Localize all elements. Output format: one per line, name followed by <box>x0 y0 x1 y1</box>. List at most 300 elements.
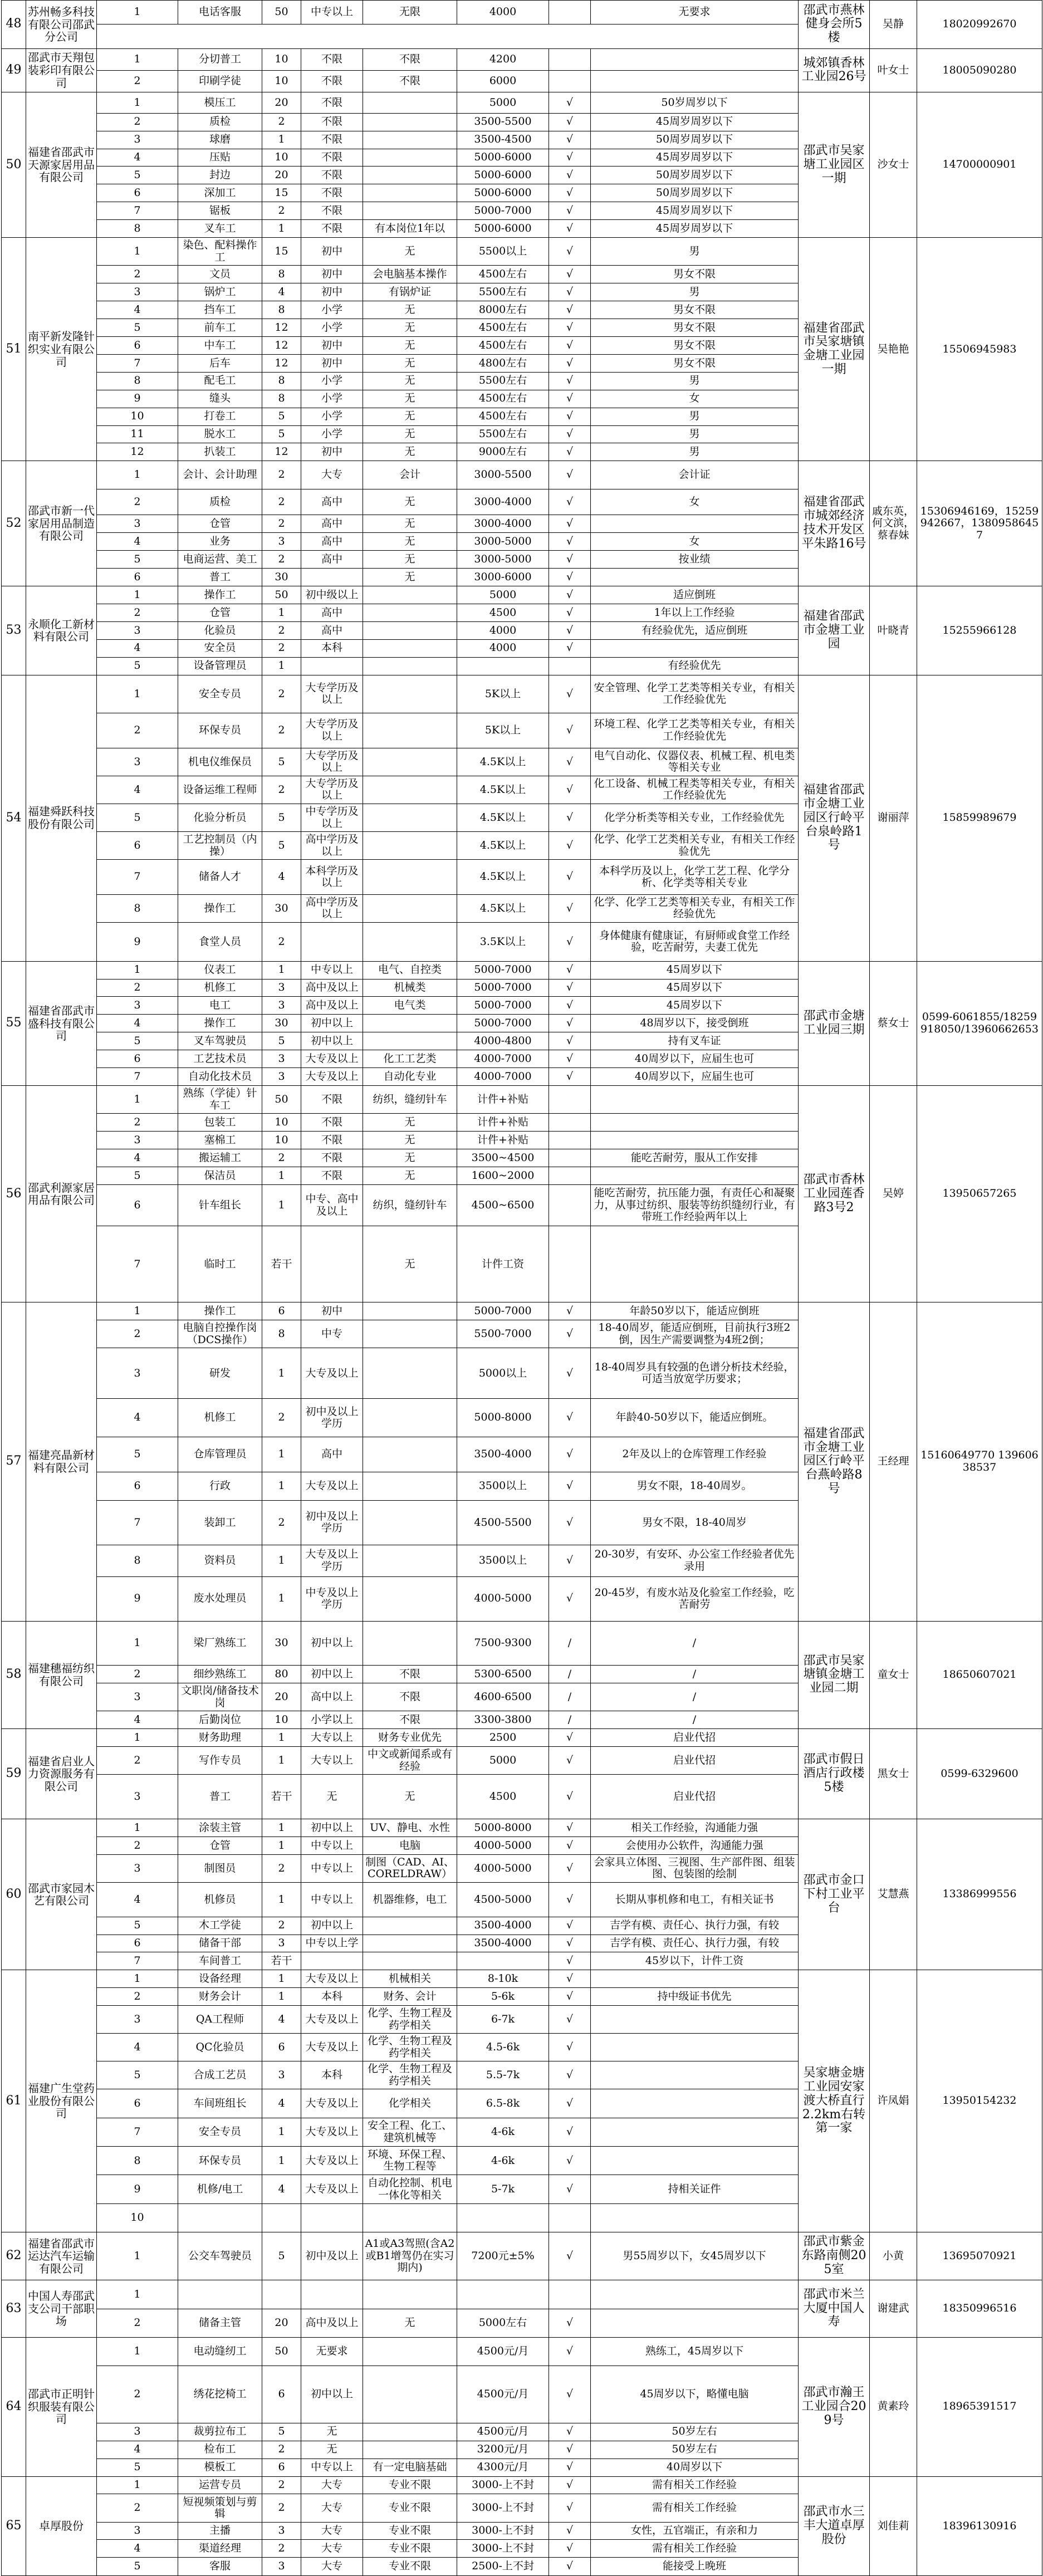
salary-cell: 计件+补贴 <box>457 1086 549 1114</box>
job-title-cell: 设备经理 <box>178 1970 262 1988</box>
contact-person-cell: 小黄 <box>870 2232 917 2280</box>
salary-cell <box>457 2203 549 2232</box>
company-name-cell: 卓厚股份 <box>26 2476 97 2575</box>
contact-person-cell: 沙女士 <box>870 92 917 238</box>
company-name-cell: 中国人寿邵武支公司干部职场 <box>26 2280 97 2338</box>
headcount-cell: 8 <box>262 390 301 408</box>
contact-person-cell: 许凤娟 <box>870 1970 917 2232</box>
headcount-cell: 20 <box>262 2309 301 2337</box>
major-requirement-cell: 不限 <box>363 1683 457 1711</box>
job-title-cell: 电工 <box>178 997 262 1015</box>
major-requirement-cell: 专业不限 <box>363 2476 457 2494</box>
contact-person-cell: 蔡女士 <box>870 961 917 1085</box>
education-cell: 本科 <box>301 639 363 657</box>
job-index-cell: 5 <box>97 551 178 569</box>
major-requirement-cell <box>363 604 457 621</box>
job-title-cell: 电动缝纫工 <box>178 2337 262 2366</box>
headcount-cell: 5 <box>262 425 301 443</box>
headcount-cell: 50 <box>262 1086 301 1114</box>
headcount-cell: 3 <box>262 1935 301 1952</box>
headcount-cell: 4 <box>262 2175 301 2203</box>
education-cell: 不限 <box>301 1132 363 1149</box>
education-cell: 不限 <box>301 113 363 131</box>
insurance-mark-cell: / <box>549 1666 591 1683</box>
contact-phone-cell: 13386999556 <box>917 1819 1042 1970</box>
salary-cell: 4500 <box>457 604 549 621</box>
major-requirement-cell: 无 <box>363 372 457 390</box>
headcount-cell: 10 <box>262 1132 301 1149</box>
education-cell: 大专及以上 <box>301 2006 363 2034</box>
headcount-cell: 2 <box>262 639 301 657</box>
work-address-cell: 邵武市金塘工业园三期 <box>799 961 870 1085</box>
education-cell: 高中 <box>301 489 363 515</box>
salary-cell: 4000-7000 <box>457 1050 549 1068</box>
salary-cell <box>457 1952 549 1970</box>
major-requirement-cell: 无 <box>363 515 457 533</box>
job-title-cell: 电话客服 <box>178 1 262 25</box>
insurance-mark-cell <box>549 1132 591 1149</box>
headcount-cell: 2 <box>262 2441 301 2459</box>
major-requirement-cell <box>363 1320 457 1348</box>
salary-cell: 3500-4000 <box>457 1437 549 1472</box>
job-requirements-cell <box>591 1114 799 1132</box>
row-number-cell: 61 <box>2 1970 26 2232</box>
salary-cell: 5000-7000 <box>457 1015 549 1032</box>
major-requirement-cell: 无 <box>363 533 457 551</box>
row-number-cell: 55 <box>2 961 26 1085</box>
salary-cell: 4000-7000 <box>457 1068 549 1086</box>
education-cell: 中专以上学 <box>301 1935 363 1952</box>
major-requirement-cell <box>363 923 457 962</box>
job-title-cell: 仓管 <box>178 604 262 621</box>
education-cell: 大专及以上 <box>301 1472 363 1500</box>
salary-cell: 3000-6000 <box>457 569 549 586</box>
job-title-cell: 操作工 <box>178 586 262 604</box>
education-cell: 不限 <box>301 220 363 238</box>
job-requirements-cell <box>591 2280 799 2309</box>
education-cell: 初中以上 <box>301 1819 363 1837</box>
education-cell: 初中 <box>301 283 363 301</box>
insurance-mark-cell: √ <box>549 2089 591 2118</box>
job-index-cell: 7 <box>97 1952 178 1970</box>
insurance-mark-cell: √ <box>549 2309 591 2337</box>
headcount-cell: 5 <box>262 408 301 425</box>
major-requirement-cell: 环境、环保工程、生物工程等 <box>363 2147 457 2175</box>
salary-cell: 3000-上不封 <box>457 2540 549 2558</box>
company-name-cell: 福建省邵武市盛科技有限公司 <box>26 961 97 1085</box>
headcount-cell: 30 <box>262 1621 301 1666</box>
headcount-cell: 6 <box>262 1302 301 1320</box>
insurance-mark-cell: √ <box>549 860 591 895</box>
headcount-cell: 3 <box>262 2558 301 2576</box>
education-cell: 大专及以上 <box>301 1050 363 1068</box>
insurance-mark-cell: √ <box>549 1437 591 1472</box>
job-title-cell: 模板工 <box>178 2459 262 2476</box>
education-cell: 初中以上 <box>301 1015 363 1032</box>
job-requirements-cell: 需有相关工作经验 <box>591 2476 799 2494</box>
major-requirement-cell: 无 <box>363 354 457 372</box>
major-requirement-cell <box>363 1399 457 1437</box>
job-requirements-cell: / <box>591 1621 799 1666</box>
job-requirements-cell: 会计证 <box>591 461 799 489</box>
job-requirements-cell <box>591 2006 799 2034</box>
education-cell <box>301 1952 363 1970</box>
job-title-cell: 财务助理 <box>178 1729 262 1747</box>
education-cell: 不限 <box>301 1149 363 1167</box>
salary-cell: 4000-5000 <box>457 1837 549 1855</box>
job-requirements-cell: 化学分析类等相关专业，工作经验优先 <box>591 804 799 831</box>
job-requirements-cell: 45周岁以下 <box>591 979 799 997</box>
major-requirement-cell <box>363 586 457 604</box>
company-name-cell: 福建省邵武市运达汽车运输有限公司 <box>26 2232 97 2280</box>
job-index-cell: 11 <box>97 425 178 443</box>
salary-cell: 4800左右 <box>457 354 549 372</box>
headcount-cell: 1 <box>262 1437 301 1472</box>
job-requirements-cell: 男 <box>591 443 799 461</box>
insurance-mark-cell: √ <box>549 2034 591 2061</box>
contact-phone-cell: 18005090280 <box>917 48 1042 92</box>
major-requirement-cell <box>363 2441 457 2459</box>
job-requirements-cell: 年龄40-50岁以下，能适应倒班。 <box>591 1399 799 1437</box>
job-requirements-cell: 启业代招 <box>591 1747 799 1775</box>
company-name-cell: 永顺化工新材料有限公司 <box>26 586 97 675</box>
education-cell: 小学 <box>301 301 363 319</box>
job-index-cell: 6 <box>97 336 178 354</box>
major-requirement-cell <box>363 1500 457 1545</box>
salary-cell: 4200 <box>457 48 549 70</box>
job-index-cell: 5 <box>97 1437 178 1472</box>
job-requirements-cell: 需有相关工作经验 <box>591 2494 799 2522</box>
work-address-cell: 福建省邵武市金塘工业园区行岭平台燕岭路8号 <box>799 1302 870 1621</box>
job-requirements-cell: 40周岁以下，应届生也可 <box>591 1050 799 1068</box>
job-index-cell: 2 <box>97 1666 178 1683</box>
major-requirement-cell <box>363 1917 457 1935</box>
company-name-cell: 福建省启业人力资源服务有限公司 <box>26 1729 97 1819</box>
insurance-mark-cell: √ <box>549 283 591 301</box>
job-requirements-cell <box>591 1167 799 1184</box>
job-index-cell: 3 <box>97 1132 178 1149</box>
job-requirements-cell: 45周岁周岁以下 <box>591 149 799 166</box>
major-requirement-cell: 无 <box>363 489 457 515</box>
major-requirement-cell: 中文或新闻系或有经验 <box>363 1747 457 1775</box>
job-index-cell: 4 <box>97 533 178 551</box>
job-index-cell: 7 <box>97 1226 178 1302</box>
job-index-cell: 1 <box>97 1086 178 1114</box>
insurance-mark-cell: √ <box>549 2494 591 2522</box>
insurance-mark-cell: √ <box>549 336 591 354</box>
headcount-cell: 50 <box>262 1 301 25</box>
job-requirements-cell: 化工设备、机械工程类等相关专业，有相关工作经验优先 <box>591 776 799 804</box>
education-cell: 中专以上 <box>301 1883 363 1917</box>
headcount-cell: 3 <box>262 1050 301 1068</box>
major-requirement-cell <box>363 1348 457 1399</box>
salary-cell: 5000-6000 <box>457 184 549 202</box>
insurance-mark-cell: √ <box>549 425 591 443</box>
insurance-mark-cell: √ <box>549 149 591 166</box>
insurance-mark-cell: √ <box>549 748 591 776</box>
insurance-mark-cell <box>549 48 591 70</box>
education-cell: 不限 <box>301 184 363 202</box>
salary-cell: 3000-上不封 <box>457 2476 549 2494</box>
job-title-cell: 绣花挖椅工 <box>178 2366 262 2423</box>
job-requirements-cell: 18-40周岁，能适应倒班，目前执行3班2倒，因生产需要调整为4班2倒； <box>591 1320 799 1348</box>
row-number-cell: 49 <box>2 48 26 92</box>
job-index-cell: 4 <box>97 776 178 804</box>
job-title-cell: 安全专员 <box>178 2118 262 2146</box>
insurance-mark-cell: √ <box>549 461 591 489</box>
table-row <box>2 1302 1042 1320</box>
job-listings-table <box>1 0 1042 2576</box>
job-title-cell: 主播 <box>178 2522 262 2540</box>
job-requirements-cell <box>591 2203 799 2232</box>
job-index-cell: 7 <box>97 2118 178 2146</box>
insurance-mark-cell: √ <box>549 354 591 372</box>
job-index-cell: 4 <box>97 639 178 657</box>
row-number-cell: 63 <box>2 2280 26 2338</box>
job-requirements-cell: 男55周岁以下，女45周岁以下 <box>591 2232 799 2280</box>
job-title-cell: 挡车工 <box>178 301 262 319</box>
major-requirement-cell: 不限 <box>363 1711 457 1729</box>
job-index-cell: 9 <box>97 1576 178 1621</box>
insurance-mark-cell: √ <box>549 202 591 220</box>
table-row <box>2 238 1042 266</box>
salary-cell: 4000 <box>457 1 549 25</box>
insurance-mark-cell: √ <box>549 639 591 657</box>
insurance-mark-cell: √ <box>549 621 591 639</box>
salary-cell: 4500~6500 <box>457 1184 549 1226</box>
job-index-cell: 4 <box>97 1711 178 1729</box>
job-title-cell: QC化验员 <box>178 2034 262 2061</box>
job-title-cell: 电脑自控操作岗（DCS操作） <box>178 1320 262 1348</box>
headcount-cell: 1 <box>262 1837 301 1855</box>
education-cell: 高中学历及以上 <box>301 894 363 922</box>
contact-phone-cell: 15255966128 <box>917 586 1042 675</box>
job-requirements-cell <box>591 639 799 657</box>
headcount-cell: 30 <box>262 1015 301 1032</box>
job-index-cell: 5 <box>97 1917 178 1935</box>
work-address-cell: 福建省邵武市城郊经济技术开发区平朱路16号 <box>799 461 870 586</box>
major-requirement-cell: 不限 <box>363 1666 457 1683</box>
job-requirements-cell <box>591 1226 799 1302</box>
major-requirement-cell <box>363 166 457 184</box>
job-title-cell: 客服 <box>178 2558 262 2576</box>
education-cell: 小学 <box>301 425 363 443</box>
major-requirement-cell: 专业不限 <box>363 2522 457 2540</box>
job-requirements-cell: 会家具立体图、三视图、生产部件图、组装图、包装图的绘制 <box>591 1854 799 1882</box>
job-title-cell: 研发 <box>178 1348 262 1399</box>
major-requirement-cell: 化学、生物工程及药学相关 <box>363 2061 457 2089</box>
insurance-mark-cell: √ <box>549 776 591 804</box>
job-index-cell: 3 <box>97 2522 178 2540</box>
salary-cell: 3500~4500 <box>457 1149 549 1167</box>
headcount-cell: 20 <box>262 166 301 184</box>
insurance-mark-cell: √ <box>549 713 591 748</box>
insurance-mark-cell: √ <box>549 2441 591 2459</box>
salary-cell: 6.5-8k <box>457 2089 549 2118</box>
insurance-mark-cell: √ <box>549 2232 591 2280</box>
education-cell: 大专 <box>301 2558 363 2576</box>
job-index-cell: 3 <box>97 1775 178 1819</box>
job-title-cell: 写作专员 <box>178 1747 262 1775</box>
insurance-mark-cell: √ <box>549 1819 591 1837</box>
insurance-mark-cell: √ <box>549 894 591 922</box>
education-cell: 高中以上 <box>301 1683 363 1711</box>
salary-cell: 3000-上不封 <box>457 2494 549 2522</box>
job-title-cell: QA工程师 <box>178 2006 262 2034</box>
education-cell: 中专、高中及以上 <box>301 1184 363 1226</box>
job-title-cell: 制图员 <box>178 1854 262 1882</box>
salary-cell: 5000-6000 <box>457 166 549 184</box>
job-requirements-cell: 电气自动化、仪器仪表、机械工程、机电类等相关专业 <box>591 748 799 776</box>
job-index-cell: 1 <box>97 1729 178 1747</box>
salary-cell: 5500左右 <box>457 372 549 390</box>
work-address-cell: 邵武市香林工业园莲香路3号2 <box>799 1086 870 1302</box>
job-title-cell: 锅炉工 <box>178 283 262 301</box>
job-requirements-cell: 50周岁周岁以下 <box>591 184 799 202</box>
job-title-cell: 后车 <box>178 354 262 372</box>
company-name-cell: 福建亮晶新材料有限公司 <box>26 1302 97 1621</box>
contact-person-cell: 叶女士 <box>870 48 917 92</box>
contact-person-cell: 吴静 <box>870 1 917 49</box>
education-cell: 大专 <box>301 461 363 489</box>
major-requirement-cell: 自动化控制、机电一体化等相关 <box>363 2175 457 2203</box>
salary-cell: 4000 <box>457 639 549 657</box>
salary-cell: 3000-4000 <box>457 515 549 533</box>
job-index-cell: 9 <box>97 390 178 408</box>
headcount-cell: 12 <box>262 336 301 354</box>
salary-cell: 4000-5000 <box>457 1576 549 1621</box>
education-cell: 不限 <box>301 1114 363 1132</box>
work-address-cell: 邵武市吴家塘工业园区一期 <box>799 92 870 238</box>
job-index-cell: 4 <box>97 2540 178 2558</box>
table-row <box>2 2232 1042 2280</box>
education-cell: 中专以上 <box>301 1837 363 1855</box>
education-cell: 初中以上 <box>301 1917 363 1935</box>
education-cell: 本科学历及以上 <box>301 860 363 895</box>
job-title-cell: 分切普工 <box>178 48 262 70</box>
major-requirement-cell <box>363 621 457 639</box>
major-requirement-cell: 电气类 <box>363 997 457 1015</box>
insurance-mark-cell: √ <box>549 1883 591 1917</box>
major-requirement-cell: 有本岗位1年以 <box>363 220 457 238</box>
salary-cell: 5000 <box>457 1747 549 1775</box>
education-cell: 中专学历及以上 <box>301 804 363 831</box>
headcount-cell: 15 <box>262 238 301 266</box>
salary-cell: 2500-上不封 <box>457 2558 549 2576</box>
job-index-cell: 4 <box>97 149 178 166</box>
education-cell: 小学以上 <box>301 1711 363 1729</box>
salary-cell: 4500 <box>457 1775 549 1819</box>
job-requirements-cell: 男 <box>591 372 799 390</box>
headcount-cell: 2 <box>262 2476 301 2494</box>
education-cell: 中专以上 <box>301 2459 363 2476</box>
job-title-cell: 脱水工 <box>178 425 262 443</box>
salary-cell: 8-10k <box>457 1970 549 1988</box>
job-requirements-cell: 适应倒班 <box>591 586 799 604</box>
headcount-cell: 10 <box>262 48 301 70</box>
major-requirement-cell <box>363 1621 457 1666</box>
major-requirement-cell: 无 <box>363 319 457 337</box>
job-title-cell: 安全专员 <box>178 675 262 713</box>
insurance-mark-cell: √ <box>549 184 591 202</box>
job-index-cell: 1 <box>97 2337 178 2366</box>
job-index-cell: 3 <box>97 748 178 776</box>
insurance-mark-cell: √ <box>549 2522 591 2540</box>
job-index-cell: 5 <box>97 804 178 831</box>
education-cell: 大专及以上 <box>301 2175 363 2203</box>
job-requirements-cell: 20-45岁，有废水站及化验室工作经验，吃苦耐劳 <box>591 1576 799 1621</box>
job-index-cell: 8 <box>97 894 178 922</box>
job-title-cell: 中车工 <box>178 336 262 354</box>
job-index-cell: 2 <box>97 604 178 621</box>
row-number-cell: 48 <box>2 1 26 49</box>
headcount-cell: 80 <box>262 1666 301 1683</box>
job-requirements-cell <box>591 569 799 586</box>
headcount-cell: 1 <box>262 1988 301 2006</box>
job-index-cell: 6 <box>97 1472 178 1500</box>
company-name-cell: 邵武市天翔包装彩印有限公司 <box>26 48 97 92</box>
job-title-cell: 裁剪拉布工 <box>178 2423 262 2441</box>
contact-person-cell: 童女士 <box>870 1621 917 1729</box>
job-requirements-cell <box>591 2147 799 2175</box>
job-index-cell: 3 <box>97 2423 178 2441</box>
job-listings-body <box>2 1 1042 2576</box>
headcount-cell: 1 <box>262 2118 301 2146</box>
contact-phone-cell: 18650607021 <box>917 1621 1042 1729</box>
job-title-cell: 前车工 <box>178 319 262 337</box>
headcount-cell: 1 <box>262 131 301 149</box>
insurance-mark-cell: √ <box>549 1747 591 1775</box>
contact-phone-cell: 13950657265 <box>917 1086 1042 1302</box>
job-title-cell: 梁厂熟练工 <box>178 1621 262 1666</box>
table-row <box>2 1819 1042 1837</box>
job-requirements-cell <box>591 1086 799 1114</box>
table-row <box>2 1970 1042 1988</box>
salary-cell: 4500元/月 <box>457 2366 549 2423</box>
insurance-mark-cell: √ <box>549 2061 591 2089</box>
job-index-cell: 4 <box>97 301 178 319</box>
job-index-cell: 1 <box>97 92 178 114</box>
job-title-cell: 机修工 <box>178 979 262 997</box>
headcount-cell: 2 <box>262 113 301 131</box>
job-requirements-cell: 无要求 <box>591 1 799 25</box>
job-title-cell: 运营专员 <box>178 2476 262 2494</box>
job-title-cell: 仓库管理员 <box>178 1437 262 1472</box>
insurance-mark-cell: √ <box>549 1988 591 2006</box>
job-requirements-cell <box>591 2061 799 2089</box>
headcount-cell: 2 <box>262 776 301 804</box>
headcount-cell: 3 <box>262 2061 301 2089</box>
headcount-cell <box>262 2280 301 2309</box>
job-requirements-cell: 熟练工，45周岁以下 <box>591 2337 799 2366</box>
education-cell: 小学 <box>301 390 363 408</box>
job-index-cell: 4 <box>97 2441 178 2459</box>
job-index-cell: 1 <box>97 2476 178 2494</box>
job-title-cell: 质检 <box>178 489 262 515</box>
job-requirements-cell: 有经验优先，适应倒班 <box>591 621 799 639</box>
education-cell: 大专及以上 <box>301 1068 363 1086</box>
salary-cell: 4.5-6k <box>457 2034 549 2061</box>
job-index-cell: 1 <box>97 586 178 604</box>
education-cell: 无 <box>301 2441 363 2459</box>
job-index-cell: 1 <box>97 961 178 979</box>
headcount-cell: 2 <box>262 2540 301 2558</box>
insurance-mark-cell: √ <box>549 1472 591 1500</box>
insurance-mark-cell: √ <box>549 2558 591 2576</box>
job-requirements-cell: 男女不限 <box>591 266 799 283</box>
table-row <box>2 461 1042 489</box>
job-index-cell: 2 <box>97 1114 178 1132</box>
